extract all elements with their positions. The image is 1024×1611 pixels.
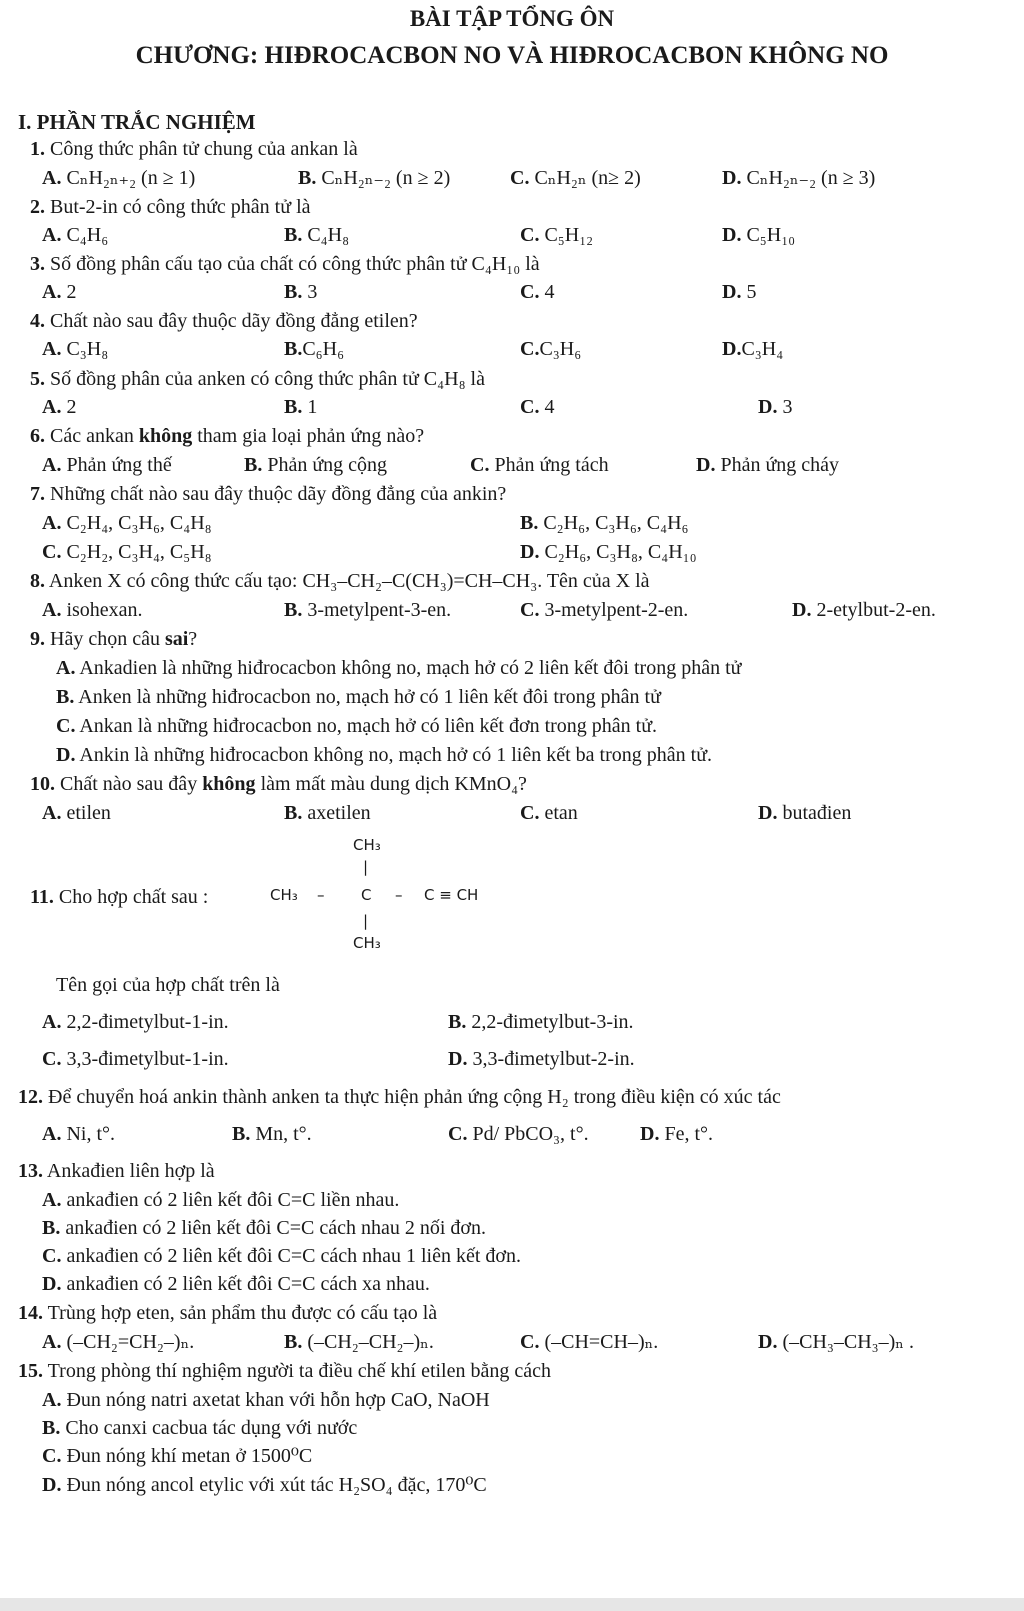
question-8: 8. Anken X có công thức cấu tạo: CH₃–CH₂–C(CH₃)=CH–CH₃. Tên của X là	[30, 570, 650, 592]
q8-option-a[interactable]: A. isohexan.	[42, 599, 143, 621]
q7-option-b[interactable]: B. C₂H₆, C₃H₆, C₄H₆	[520, 512, 689, 534]
q4-option-d[interactable]: D.C₃H₄	[722, 338, 784, 360]
q13-option-d[interactable]: D. ankađien có 2 liên kết đôi C=C cách xa nhau.	[42, 1273, 430, 1295]
question-15: 15. Trong phòng thí nghiệm người ta điều chế khí etilen bằng cách	[18, 1360, 551, 1382]
q10-option-a[interactable]: A. etilen	[42, 802, 111, 824]
q8-option-d[interactable]: D. 2-etylbut-2-en.	[792, 599, 936, 621]
q11-option-d[interactable]: D. 3,3-đimetylbut-2-in.	[448, 1048, 635, 1070]
q4-option-c[interactable]: C.C₃H₆	[520, 338, 582, 360]
q13-option-b[interactable]: B. ankađien có 2 liên kết đôi C=C cách nhau 2 nối đơn.	[42, 1217, 486, 1239]
question-5: 5. Số đồng phân của anken có công thức phân tử C₄H₈ là	[30, 368, 485, 390]
q3-option-c[interactable]: C. 4	[520, 281, 555, 303]
q5-option-c[interactable]: C. 4	[520, 396, 555, 418]
q14-option-c[interactable]: C. (–CH=CH–)ₙ.	[520, 1331, 659, 1353]
q4-option-b[interactable]: B.C₆H₆	[284, 338, 345, 360]
q5-option-b[interactable]: B. 1	[284, 396, 318, 418]
q1-option-d[interactable]: D. CₙH₂ₙ₋₂ (n ≥ 3)	[722, 167, 876, 189]
q6-option-c[interactable]: C. Phản ứng tách	[470, 454, 609, 476]
section-title: I. PHẦN TRẮC NGHIỆM	[18, 110, 256, 134]
question-4: 4. Chất nào sau đây thuộc dãy đồng đẳng etilen?	[30, 310, 418, 332]
q11-option-b[interactable]: B. 2,2-đimetylbut-3-in.	[448, 1011, 634, 1033]
structure-bond-right: –	[395, 886, 403, 904]
structure-top-methyl: CH₃	[353, 836, 381, 854]
q6-option-d[interactable]: D. Phản ứng cháy	[696, 454, 840, 476]
q10-option-d[interactable]: D. butađien	[758, 802, 852, 824]
question-1: 1. Công thức phân tử chung của ankan là	[30, 138, 358, 160]
structure-triple-bond-group: C ≡ CH	[424, 886, 479, 904]
q3-option-a[interactable]: A. 2	[42, 281, 77, 303]
page-title: BÀI TẬP TỔNG ÔN	[409, 6, 615, 31]
q15-option-a[interactable]: A. Đun nóng natri axetat khan với hỗn hợp CaO, NaOH	[42, 1389, 490, 1411]
q7-option-a[interactable]: A. C₂H₄, C₃H₆, C₄H₈	[42, 512, 212, 534]
q14-option-d[interactable]: D. (–CH₃–CH₃–)ₙ .	[758, 1331, 914, 1353]
q8-option-b[interactable]: B. 3-metylpent-3-en.	[284, 599, 452, 621]
structure-center-carbon: C	[361, 886, 372, 904]
question-9: 9. Hãy chọn câu sai?	[30, 628, 198, 650]
q14-option-a[interactable]: A. (–CH₂=CH₂–)ₙ.	[42, 1331, 195, 1353]
q2-option-d[interactable]: D. C₅H₁₀	[722, 224, 796, 246]
q13-option-a[interactable]: A. ankađien có 2 liên kết đôi C=C liền nhau.	[42, 1189, 400, 1211]
q9-option-b[interactable]: B. Anken là những hiđrocacbon no, mạch hở có 1 liên kết đôi trong phân tử	[56, 686, 661, 708]
structure-bottom-methyl: CH₃	[353, 934, 381, 952]
bottom-bar	[0, 1598, 1024, 1611]
q13-option-c[interactable]: C. ankađien có 2 liên kết đôi C=C cách nhau 1 liên kết đơn.	[42, 1245, 521, 1267]
q3-option-b[interactable]: B. 3	[284, 281, 318, 303]
page-subtitle: CHƯƠNG: HIĐROCACBON NO VÀ HIĐROCACBON KHÔNG NO	[135, 42, 889, 69]
q1-option-c[interactable]: C. CₙH₂ₙ (n≥ 2)	[510, 167, 641, 189]
question-14: 14. Trùng hợp eten, sản phẩm thu được có cấu tạo là	[18, 1302, 438, 1324]
q9-option-d[interactable]: D. Ankin là những hiđrocacbon không no, mạch hở có 1 liên kết ba trong phân tử.	[56, 744, 713, 766]
q12-option-a[interactable]: A. Ni, t°.	[42, 1123, 116, 1145]
question-10: 10. Chất nào sau đây không làm mất màu dung dịch KMnO₄?	[30, 773, 527, 795]
q15-option-d[interactable]: D. Đun nóng ancol etylic với xút tác H₂SO₄ đặc, 170⁰C	[42, 1474, 487, 1496]
q10-option-c[interactable]: C. etan	[520, 802, 578, 824]
q11-option-a[interactable]: A. 2,2-đimetylbut-1-in.	[42, 1011, 229, 1033]
q5-option-a[interactable]: A. 2	[42, 396, 77, 418]
q12-option-c[interactable]: C. Pd/ PbCO₃, t°.	[448, 1123, 589, 1145]
q14-option-b[interactable]: B. (–CH₂–CH₂–)ₙ.	[284, 1331, 434, 1353]
q15-option-c[interactable]: C. Đun nóng khí metan ở 1500⁰C	[42, 1445, 313, 1467]
q15-option-b[interactable]: B. Cho canxi cacbua tác dụng với nước	[42, 1417, 358, 1439]
q2-option-c[interactable]: C. C₅H₁₂	[520, 224, 594, 246]
q8-option-c[interactable]: C. 3-metylpent-2-en.	[520, 599, 689, 621]
q7-option-d[interactable]: D. C₂H₆, C₃H₈, C₄H₁₀	[520, 541, 697, 563]
q9-option-a[interactable]: A. Ankadien là những hiđrocacbon không no, mạch hở có 2 liên kết đôi trong phân tử	[56, 657, 742, 679]
q12-option-b[interactable]: B. Mn, t°.	[232, 1123, 312, 1145]
question-13: 13. Ankađien liên hợp là	[18, 1160, 215, 1182]
q2-option-b[interactable]: B. C₄H₈	[284, 224, 350, 246]
q1-option-a[interactable]: A. CₙH₂ₙ₊₂ (n ≥ 1)	[42, 167, 196, 189]
structure-bond-down: |	[363, 912, 369, 930]
q6-option-b[interactable]: B. Phản ứng cộng	[244, 454, 388, 476]
q3-option-d[interactable]: D. 5	[722, 281, 757, 303]
question-11: 11. Cho hợp chất sau :	[30, 886, 209, 908]
q4-option-a[interactable]: A. C₃H₈	[42, 338, 109, 360]
question-7: 7. Những chất nào sau đây thuộc dãy đồng đẳng của ankin?	[30, 483, 507, 505]
structure-bond-left: –	[317, 886, 325, 904]
question-2: 2. But-2-in có công thức phân tử là	[30, 196, 311, 218]
q11-option-c[interactable]: C. 3,3-đimetylbut-1-in.	[42, 1048, 229, 1070]
q12-option-d[interactable]: D. Fe, t°.	[640, 1123, 714, 1145]
q1-option-b[interactable]: B. CₙH₂ₙ₋₂ (n ≥ 2)	[298, 167, 451, 189]
q9-option-c[interactable]: C. Ankan là những hiđrocacbon no, mạch hở có liên kết đơn trong phân tử.	[56, 715, 658, 737]
question-3: 3. Số đồng phân cấu tạo của chất có công thức phân tử C₄H₁₀ là	[30, 253, 540, 275]
question-11-followup: Tên gọi của hợp chất trên là	[56, 974, 280, 996]
q5-option-d[interactable]: D. 3	[758, 396, 793, 418]
q10-option-b[interactable]: B. axetilen	[284, 802, 371, 824]
q6-option-a[interactable]: A. Phản ứng thế	[42, 454, 172, 476]
q7-option-c[interactable]: C. C₂H₂, C₃H₄, C₅H₈	[42, 541, 212, 563]
question-12: 12. Để chuyển hoá ankin thành anken ta thực hiện phản ứng cộng H₂ trong điều kiện có xúc tác	[18, 1086, 781, 1108]
question-6: 6. Các ankan không tham gia loại phản ứng nào?	[30, 425, 425, 447]
q2-option-a[interactable]: A. C₄H₆	[42, 224, 109, 246]
structure-left-methyl: CH₃	[270, 886, 298, 904]
structure-bond-up: |	[363, 858, 369, 876]
